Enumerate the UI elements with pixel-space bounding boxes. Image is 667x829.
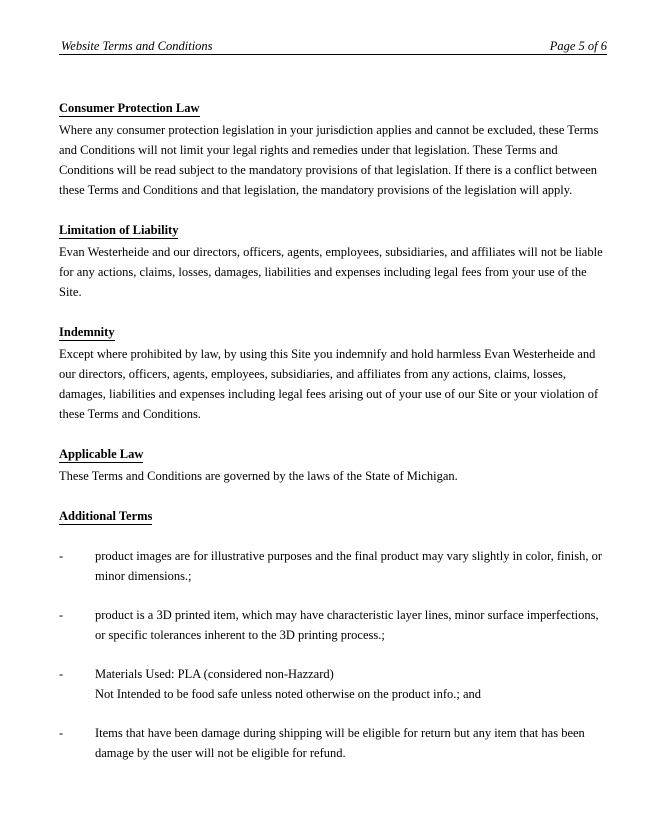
list-item xyxy=(59,664,611,704)
page-number: Page 5 of 6 xyxy=(549,39,607,53)
section-indemnity xyxy=(59,322,611,424)
list-item xyxy=(59,723,611,763)
additional-terms-list xyxy=(59,546,611,763)
list-item-text: Items that have been damage during shipping will be eligible for return but any item that has been damage by the user will not be eligible for refund. xyxy=(95,726,585,760)
list-item-text-continued: Not Intended to be food safe unless noted otherwise on the product info.; and xyxy=(95,687,482,701)
document-title: Website Terms and Conditions xyxy=(61,39,213,53)
section-body: Evan Westerheide and our directors, officers, agents, employees, subsidiaries, and affiliates will not be liable for any actions, claims, losses, damages, liabilities and expenses including legal fees from your use of the Site. xyxy=(59,245,603,299)
section-heading: Applicable Law xyxy=(59,447,144,461)
section-additional-terms xyxy=(59,506,611,763)
list-item-text: product is a 3D printed item, which may have characteristic layer lines, minor surface imperfections, or specific tolerances inherent to the 3D printing process.; xyxy=(95,608,599,642)
list-item xyxy=(59,546,611,586)
section-heading: Limitation of Liability xyxy=(59,223,179,237)
section-applicable-law xyxy=(59,444,611,486)
section-body: Where any consumer protection legislation in your jurisdiction applies and cannot be excluded, these Terms and Conditions will not limit your legal rights and remedies under that legislation. These Terms and Conditions will be read subject to the mandatory provisions of that legislation. If there is a conflict between these Terms and Conditions and that legislation, the mandatory provisions of the legislation will apply. xyxy=(59,123,599,197)
list-item-text: product images are for illustrative purposes and the final product may vary slightly in color, finish, or minor dimensions.; xyxy=(95,549,603,583)
section-heading: Consumer Protection Law xyxy=(59,101,200,115)
section-body: Except where prohibited by law, by using this Site you indemnify and hold harmless Evan Westerheide and our directors, officers, agents, employees, subsidiaries, and affiliates from any actions, claims, losses, damages, liabilities and expenses including legal fees arising out of your use of our Site or your violation of these Terms and Conditions. xyxy=(59,347,599,421)
page-header xyxy=(59,38,607,55)
section-limitation-of-liability xyxy=(59,220,611,302)
bullet-dash: - xyxy=(59,726,64,740)
section-heading: Indemnity xyxy=(59,325,115,339)
section-consumer-protection xyxy=(59,98,611,200)
list-item xyxy=(59,605,611,645)
bullet-dash: - xyxy=(59,549,64,563)
list-item-text: Materials Used: PLA (considered non-Hazzard) xyxy=(95,667,334,681)
bullet-dash: - xyxy=(59,608,64,622)
bullet-dash: - xyxy=(59,667,64,681)
document-body xyxy=(59,98,611,782)
section-heading: Additional Terms xyxy=(59,509,153,523)
section-body: These Terms and Conditions are governed by the laws of the State of Michigan. xyxy=(59,469,458,483)
